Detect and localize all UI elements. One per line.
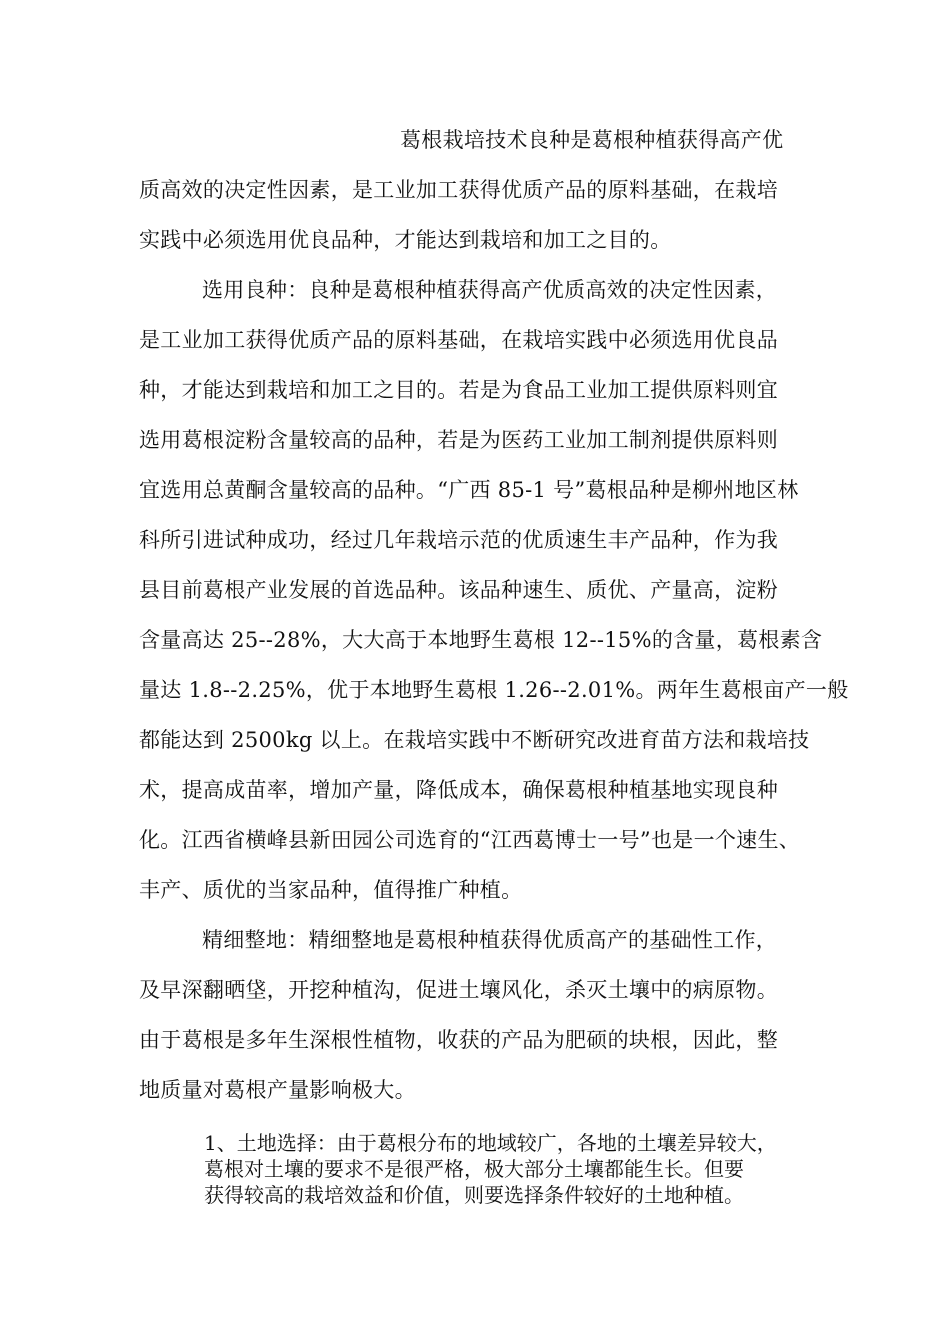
select-variety-line-12: 化。江西省横峰县新田园公司选育的“江西葛博士一号”也是一个速生、 [139, 828, 801, 852]
select-variety-line-7: 县目前葛根产业发展的首选品种。该品种速生、质优、产量高，淀粉 [139, 578, 778, 602]
select-variety-line-11: 术，提高成苗率，增加产量，降低成本，确保葛根种植基地实现良种 [139, 778, 778, 802]
select-variety-line-4: 选用葛根淀粉含量较高的品种，若是为医药工业加工制剂提供原料则 [139, 428, 778, 452]
land-prep-line-3: 由于葛根是多年生深根性植物，收获的产品为肥硕的块根，因此，整 [139, 1028, 778, 1052]
land-selection-line-1: 1、土地选择：由于葛根分布的地域较广，各地的土壤差异较大， [204, 1131, 777, 1155]
select-variety-line-5: 宜选用总黄酮含量较高的品种。“广西 85-1 号”葛根品种是柳州地区林 [139, 478, 799, 502]
land-prep-line-2: 及早深翻晒垡，开挖种植沟，促进土壤风化，杀灭土壤中的病原物。 [139, 978, 778, 1002]
select-variety-line-2: 是工业加工获得优质产品的原料基础，在栽培实践中必须选用优良品 [139, 328, 778, 352]
intro-line-1: 葛根栽培技术良种是葛根种植获得高产优 [400, 128, 784, 152]
land-prep-line-1: 精细整地：精细整地是葛根种植获得优质高产的基础性工作， [202, 928, 778, 952]
select-variety-line-1: 选用良种：良种是葛根种植获得高产优质高效的决定性因素， [202, 278, 778, 302]
select-variety-line-3: 种，才能达到栽培和加工之目的。若是为食品工业加工提供原料则宜 [139, 378, 778, 402]
intro-line-3: 实践中必须选用优良品种，才能达到栽培和加工之目的。 [139, 228, 672, 252]
land-selection-line-3: 获得较高的栽培效益和价值，则要选择条件较好的土地种植。 [204, 1183, 744, 1207]
select-variety-line-8: 含量高达 25--28%，大大高于本地野生葛根 12--15%的含量，葛根素含 [139, 628, 823, 652]
select-variety-line-13: 丰产、质优的当家品种，值得推广种植。 [139, 878, 523, 902]
land-selection-line-2: 葛根对土壤的要求不是很严格，极大部分土壤都能生长。但要 [204, 1157, 744, 1181]
select-variety-line-9: 量达 1.8--2.25%，优于本地野生葛根 1.26--2.01%。两年生葛根亩产一般 [139, 678, 849, 702]
select-variety-line-10: 都能达到 2500kg 以上。在栽培实践中不断研究改进育苗方法和栽培技 [139, 728, 810, 752]
land-prep-line-4: 地质量对葛根产量影响极大。 [139, 1078, 416, 1102]
select-variety-line-6: 科所引进试种成功，经过几年栽培示范的优质速生丰产品种，作为我 [139, 528, 778, 552]
intro-line-2: 质高效的决定性因素，是工业加工获得优质产品的原料基础，在栽培 [139, 178, 778, 202]
